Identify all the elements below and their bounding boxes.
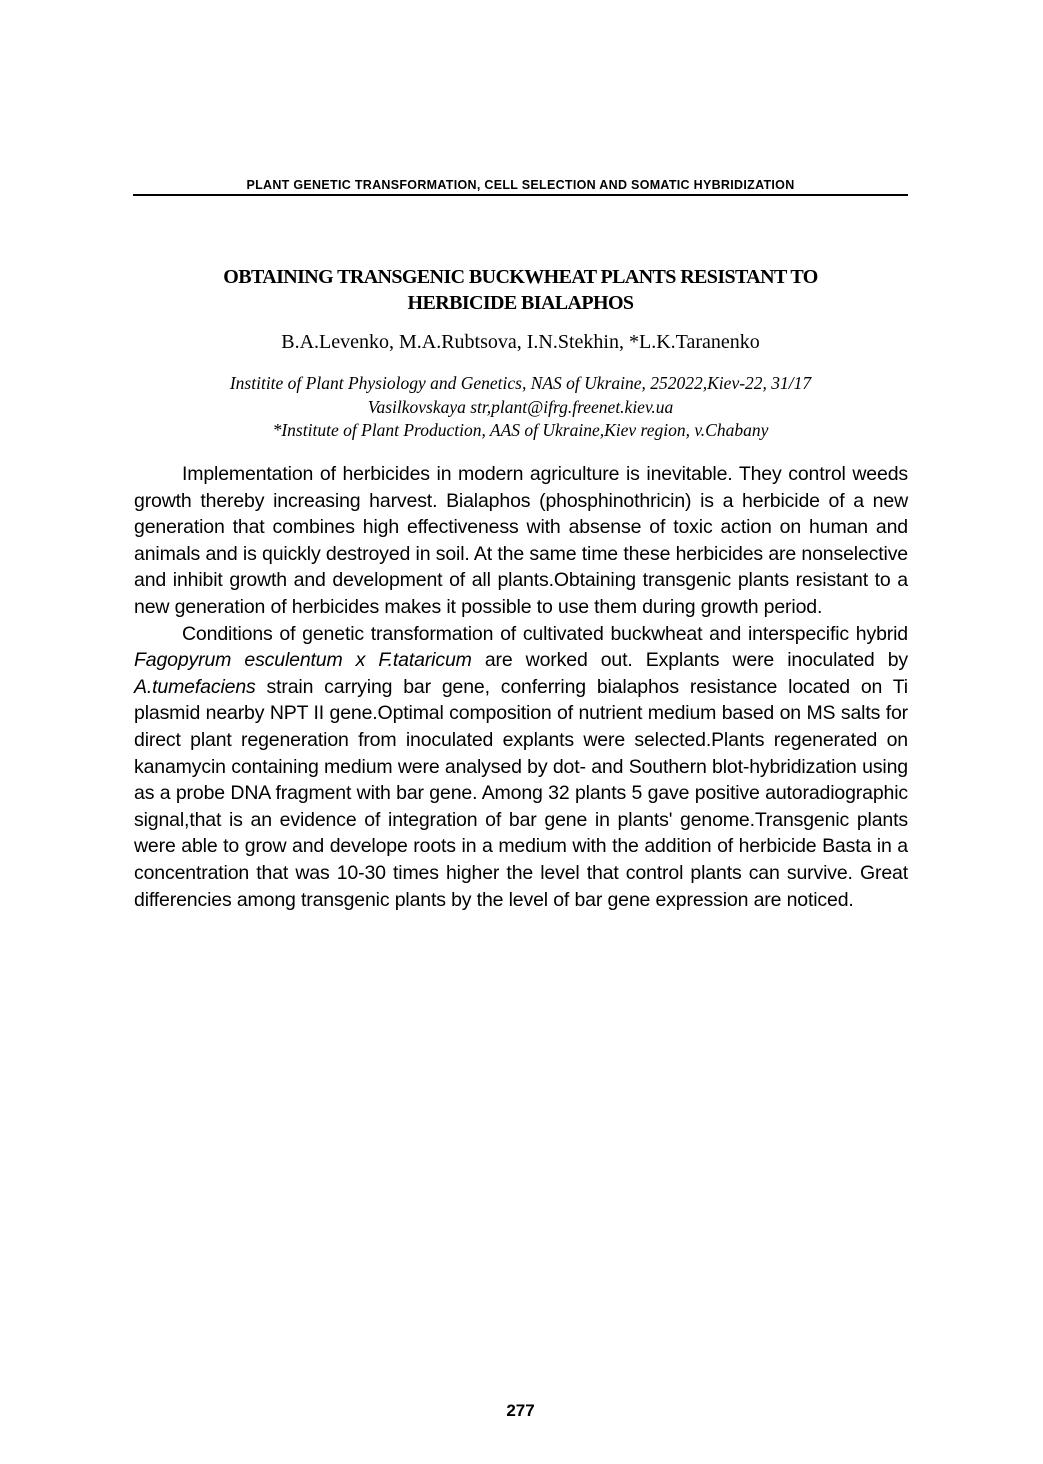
strain-name: A.tumefaciens (134, 675, 256, 698)
article-title-line: OBTAINING TRANSGENIC BUCKWHEAT PLANTS RESISTANT TO (223, 266, 818, 288)
affiliation-line: *Institute of Plant Production, AAS of Ukraine,Kiev region, v.Chabany (272, 420, 769, 440)
species-name: Fagopyrum esculentum x F.tataricum (134, 649, 472, 672)
text-run: strain carrying bar gene, conferring bialaphos resistance located on Ti plasmid nearby NPT II gene.Optimal composition of nutrient medium based on MS salts for direct plant regeneration from inoculated explants were selected.Plants regenerated on kanamycin containing medium were analysed by dot- and Southern blot-hybridization using as a probe DNA fragment with bar gene. Among 32 plants 5 gave positive autoradiographic signal,that is an evidence of integration of bar gene in plants' genome.Transgenic plants were able to grow and develope roots in a medium with the addition of herbicide Basta in a concentration that was 10-30 times higher the level that control plants can survive. Great differencies among transgenic plants by the level of bar gene expression are noticed. (134, 675, 908, 911)
abstract-paragraph (134, 621, 908, 914)
abstract-body (134, 461, 908, 913)
affiliations (133, 372, 908, 443)
article-title-line: HERBICIDE BIALAPHOS (407, 292, 634, 314)
page-number: 277 (506, 1401, 535, 1420)
running-header: PLANT GENETIC TRANSFORMATION, CELL SELECTION AND SOMATIC HYBRIDIZATION (133, 178, 908, 196)
affiliation-line: Vasilkovskaya str,plant@ifrg.freenet.kiev.ua (367, 396, 674, 417)
author-list: B.A.Levenko, M.A.Rubtsova, I.N.Stekhin, *L.K.Taranenko (281, 331, 760, 353)
abstract-paragraph: Implementation of herbicides in modern agriculture is inevitable. They control weeds growth thereby increasing harvest. Bialaphos (phosphinothricin) is a herbicide of a new generation that combines high effectiveness with absense of toxic action on human and animals and is quickly destroyed in soil. At the same time these herbicides are nonselective and inhibit growth and development of all plants.Obtaining transgenic plants resistant to a new generation of herbicides makes it possible to use them during growth period. (134, 463, 908, 618)
text-run: are worked out. Explants were inoculated by (471, 649, 908, 672)
text-run: Conditions of genetic transformation of cultivated buckwheat and interspecific hybrid (182, 622, 908, 645)
affiliation-line: Institite of Plant Physiology and Genetics, NAS of Ukraine, 252022,Kiev-22, 31/17 (229, 373, 812, 393)
article-title (133, 264, 908, 316)
